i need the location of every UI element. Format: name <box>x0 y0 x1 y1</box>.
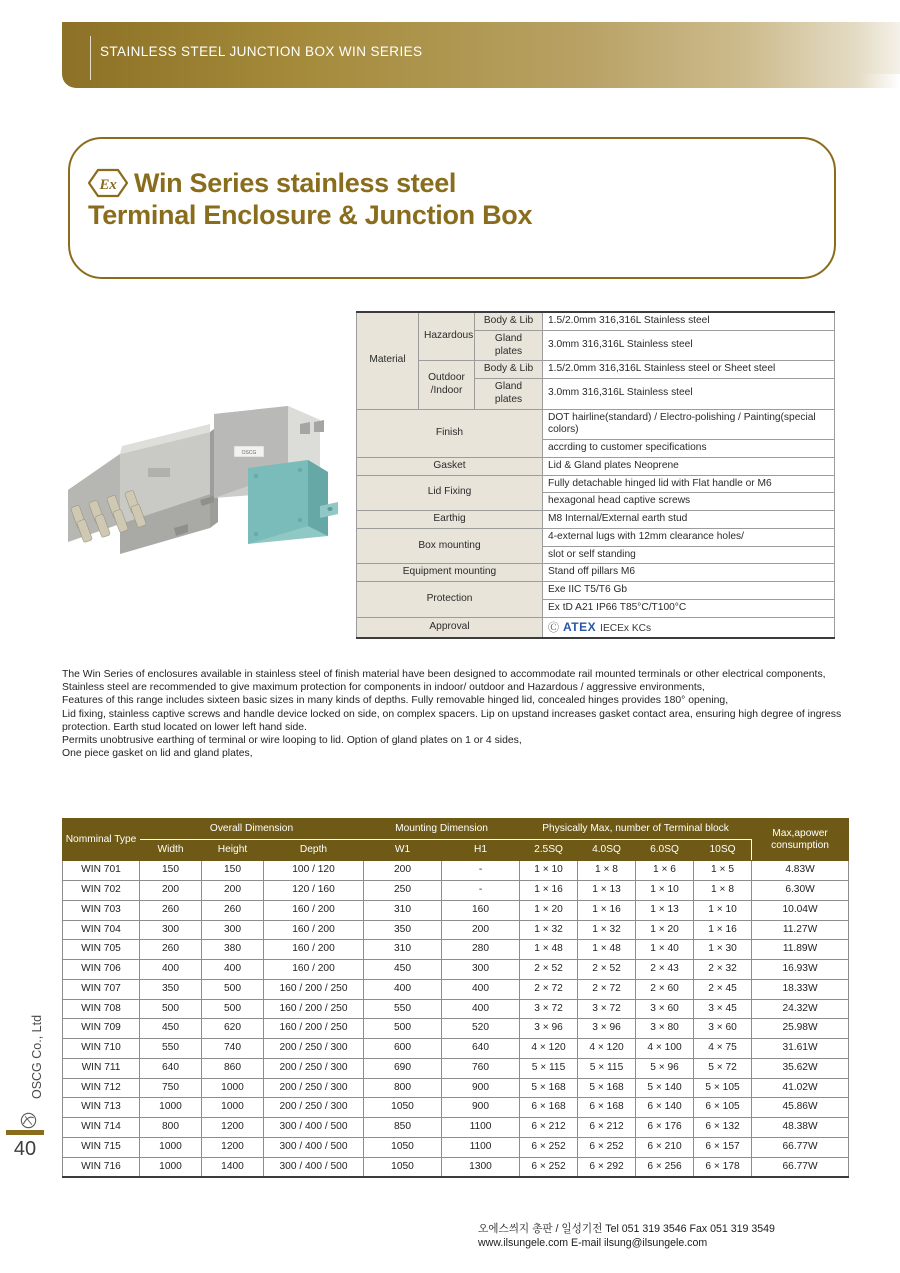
cell-type: WIN 705 <box>63 940 140 960</box>
spec-item-gland-plates-1: Gland plates <box>475 330 543 361</box>
spec-item-body-lib-2: Body & Lib <box>475 361 543 379</box>
cell-depth: 300 / 400 / 500 <box>264 1137 364 1157</box>
description-paragraph-2: Stainless steel are recommended to give maximum protection for components in indoor/ outdoor and Hazardous / aggressive environments, <box>62 682 705 694</box>
title-line-1-row <box>88 168 808 198</box>
cell-depth: 300 / 400 / 500 <box>264 1157 364 1177</box>
cell-type: WIN 709 <box>63 1019 140 1039</box>
cell-40sq: 1 × 48 <box>578 940 636 960</box>
cell-type: WIN 715 <box>63 1137 140 1157</box>
cell-h1: 900 <box>442 1098 520 1118</box>
cell-width: 800 <box>140 1118 202 1138</box>
cell-w1: 550 <box>364 999 442 1019</box>
title-line-2: Terminal Enclosure & Junction Box <box>88 200 533 231</box>
table-row <box>63 1118 849 1138</box>
spec-value-1: 3.0mm 316,316L Stainless steel <box>543 330 835 361</box>
oscg-logo-icon <box>20 1112 37 1129</box>
cell-width: 400 <box>140 960 202 980</box>
cell-25sq: 6 × 168 <box>520 1098 578 1118</box>
table-row <box>63 940 849 960</box>
cell-25sq: 4 × 120 <box>520 1039 578 1059</box>
cell-type: WIN 706 <box>63 960 140 980</box>
cell-height: 740 <box>202 1039 264 1059</box>
cell-w1: 400 <box>364 979 442 999</box>
dimension-table <box>62 818 849 1178</box>
cell-depth: 160 / 200 <box>264 960 364 980</box>
spec-value-earthing: M8 Internal/External earth stud <box>543 511 835 529</box>
cell-depth: 160 / 200 <box>264 900 364 920</box>
subheader-depth: Depth <box>264 840 364 861</box>
description-paragraph-4: Lid fixing, stainless captive screws and handle device locked on side, on complex spacers. Lip on upstand increases gasket contact area, ensuring high degree of ingress protection. Earth stud located on lower left hand side. <box>62 708 842 733</box>
cell-w1: 1050 <box>364 1157 442 1177</box>
cell-25sq: 6 × 252 <box>520 1137 578 1157</box>
spec-value-box-1: 4-external lugs with 12mm clearance holes/ <box>543 528 835 546</box>
cell-height: 300 <box>202 920 264 940</box>
table-row <box>63 900 849 920</box>
footer-contact <box>478 1222 848 1250</box>
cell-type: WIN 707 <box>63 979 140 999</box>
spec-row-approval <box>357 617 835 638</box>
cell-power: 66.77W <box>752 1157 849 1177</box>
table-row <box>63 920 849 940</box>
cell-width: 150 <box>140 861 202 881</box>
cell-h1: 300 <box>442 960 520 980</box>
product-photo <box>62 402 350 580</box>
page-number-bar <box>6 1130 44 1135</box>
cell-depth: 160 / 200 / 250 <box>264 979 364 999</box>
cell-h1: 1100 <box>442 1137 520 1157</box>
cell-power: 25.98W <box>752 1019 849 1039</box>
header-overall-dimension: Overall Dimension <box>140 819 364 840</box>
cell-10sq: 6 × 157 <box>694 1137 752 1157</box>
cell-height: 860 <box>202 1058 264 1078</box>
spec-row-material-haz-body <box>357 312 835 330</box>
cell-40sq: 1 × 16 <box>578 900 636 920</box>
cell-40sq: 5 × 115 <box>578 1058 636 1078</box>
footer-line-2: www.ilsungele.com E-mail ilsung@ilsungele.com <box>478 1237 708 1249</box>
cell-width: 1000 <box>140 1137 202 1157</box>
cell-10sq: 6 × 178 <box>694 1157 752 1177</box>
table-row <box>63 1078 849 1098</box>
cell-power: 10.04W <box>752 900 849 920</box>
cell-w1: 200 <box>364 861 442 881</box>
subheader-w1: W1 <box>364 840 442 861</box>
cell-10sq: 3 × 60 <box>694 1019 752 1039</box>
spec-label-protection: Protection <box>357 582 543 618</box>
table-row <box>63 1137 849 1157</box>
spec-value-lid-1: Fully detachable hinged lid with Flat handle or M6 <box>543 475 835 493</box>
header-divider <box>90 36 91 80</box>
spec-label-gasket: Gasket <box>357 457 543 475</box>
cell-10sq: 1 × 16 <box>694 920 752 940</box>
cell-height: 200 <box>202 881 264 901</box>
cell-depth: 200 / 250 / 300 <box>264 1078 364 1098</box>
cell-10sq: 1 × 30 <box>694 940 752 960</box>
description-block <box>62 668 848 760</box>
cell-power: 31.61W <box>752 1039 849 1059</box>
cell-w1: 450 <box>364 960 442 980</box>
cell-60sq: 1 × 6 <box>636 861 694 881</box>
cell-height: 500 <box>202 979 264 999</box>
specification-table <box>356 311 835 639</box>
spec-value-protection-1: Exe IIC T5/T6 Gb <box>543 582 835 600</box>
spec-value-finish: DOT hairline(standard) / Electro-polishing / Painting(special colors) <box>543 409 835 440</box>
cell-60sq: 5 × 140 <box>636 1078 694 1098</box>
cell-60sq: 3 × 60 <box>636 999 694 1019</box>
spec-label-finish: Finish <box>357 409 543 457</box>
cell-25sq: 6 × 252 <box>520 1157 578 1177</box>
cell-60sq: 6 × 176 <box>636 1118 694 1138</box>
cell-25sq: 2 × 72 <box>520 979 578 999</box>
title-line-1: Win Series stainless steel <box>134 168 457 198</box>
cell-40sq: 2 × 72 <box>578 979 636 999</box>
table-row <box>63 1058 849 1078</box>
cell-depth: 200 / 250 / 300 <box>264 1058 364 1078</box>
cell-power: 6.30W <box>752 881 849 901</box>
cell-width: 350 <box>140 979 202 999</box>
cell-power: 11.89W <box>752 940 849 960</box>
spec-label-lid-fixing: Lid Fixing <box>357 475 543 511</box>
cell-60sq: 2 × 60 <box>636 979 694 999</box>
cell-h1: - <box>442 861 520 881</box>
spec-item-body-lib-1: Body & Lib <box>475 312 543 330</box>
cell-w1: 250 <box>364 881 442 901</box>
cell-40sq: 3 × 96 <box>578 1019 636 1039</box>
cell-h1: 640 <box>442 1039 520 1059</box>
spec-label-material: Material <box>357 312 419 409</box>
cell-power: 4.83W <box>752 861 849 881</box>
cell-height: 1400 <box>202 1157 264 1177</box>
cell-depth: 120 / 160 <box>264 881 364 901</box>
cell-25sq: 2 × 52 <box>520 960 578 980</box>
cell-type: WIN 713 <box>63 1098 140 1118</box>
cell-40sq: 6 × 168 <box>578 1098 636 1118</box>
cell-type: WIN 708 <box>63 999 140 1019</box>
cell-height: 620 <box>202 1019 264 1039</box>
cell-25sq: 3 × 96 <box>520 1019 578 1039</box>
cell-width: 550 <box>140 1039 202 1059</box>
spec-value-gasket: Lid & Gland plates Neoprene <box>543 457 835 475</box>
description-paragraph-3: Features of this range includes sixteen basic sizes in many kinds of depths. Fully removable hinged lid, concealed hinges provides 180° opening, <box>62 695 729 707</box>
cell-width: 200 <box>140 881 202 901</box>
table-row <box>63 1019 849 1039</box>
table-row <box>63 1039 849 1059</box>
spec-row-lid-fixing <box>357 475 835 493</box>
cell-height: 380 <box>202 940 264 960</box>
cell-10sq: 4 × 75 <box>694 1039 752 1059</box>
cell-depth: 100 / 120 <box>264 861 364 881</box>
spec-row-equipment-mounting <box>357 564 835 582</box>
cell-25sq: 1 × 10 <box>520 861 578 881</box>
dimension-table-sub-header-row <box>63 840 849 861</box>
cell-25sq: 3 × 72 <box>520 999 578 1019</box>
cell-w1: 310 <box>364 900 442 920</box>
cell-width: 1000 <box>140 1157 202 1177</box>
spec-value-0: 1.5/2.0mm 316,316L Stainless steel <box>543 312 835 330</box>
spec-row-material-out-body <box>357 361 835 379</box>
cell-height: 400 <box>202 960 264 980</box>
cell-h1: 280 <box>442 940 520 960</box>
cell-power: 24.32W <box>752 999 849 1019</box>
spec-label-earthing: Earthig <box>357 511 543 529</box>
cell-power: 45.86W <box>752 1098 849 1118</box>
spec-sub-hazardous: Hazardous <box>419 312 475 361</box>
cell-power: 66.77W <box>752 1137 849 1157</box>
cell-10sq: 3 × 45 <box>694 999 752 1019</box>
cell-type: WIN 712 <box>63 1078 140 1098</box>
cell-10sq: 5 × 105 <box>694 1078 752 1098</box>
cell-power: 18.33W <box>752 979 849 999</box>
cell-40sq: 6 × 212 <box>578 1118 636 1138</box>
cell-w1: 800 <box>364 1078 442 1098</box>
description-paragraph-1: The Win Series of enclosures available in stainless steel of finish material have been designed to accommodate rail mounted terminals or other electrical components, <box>62 669 826 680</box>
spec-row-box-mounting <box>357 528 835 546</box>
table-row <box>63 1098 849 1118</box>
cell-h1: 400 <box>442 999 520 1019</box>
cell-type: WIN 703 <box>63 900 140 920</box>
cell-type: WIN 702 <box>63 881 140 901</box>
cell-40sq: 4 × 120 <box>578 1039 636 1059</box>
ce-mark-icon: Ⓒ <box>548 621 559 634</box>
cell-40sq: 3 × 72 <box>578 999 636 1019</box>
table-row <box>63 979 849 999</box>
cell-25sq: 6 × 212 <box>520 1118 578 1138</box>
cell-60sq: 2 × 43 <box>636 960 694 980</box>
cell-10sq: 2 × 32 <box>694 960 752 980</box>
cell-type: WIN 701 <box>63 861 140 881</box>
footer-line-1: 오에스씌지 총판 / 일성기전 Tel 051 319 3546 Fax 051 319 3549 <box>478 1223 775 1235</box>
cell-width: 500 <box>140 999 202 1019</box>
description-paragraph-5: Permits unobtrusive earthing of terminal or wire looping to lid. Option of gland plates on 1 or 4 sides, <box>62 735 522 747</box>
subheader-25sq: 2.5SQ <box>520 840 578 861</box>
svg-text:Ex: Ex <box>99 177 117 194</box>
spec-label-equipment-mounting: Equipment mounting <box>357 564 543 582</box>
header-breadcrumb: STAINLESS STEEL JUNCTION BOX WIN SERIES <box>100 44 423 59</box>
cell-w1: 1050 <box>364 1137 442 1157</box>
cell-w1: 350 <box>364 920 442 940</box>
cell-h1: 1300 <box>442 1157 520 1177</box>
subheader-10sq: 10SQ <box>694 840 752 861</box>
cell-height: 1200 <box>202 1137 264 1157</box>
cell-type: WIN 716 <box>63 1157 140 1177</box>
cell-25sq: 5 × 168 <box>520 1078 578 1098</box>
cell-40sq: 1 × 13 <box>578 881 636 901</box>
cell-w1: 600 <box>364 1039 442 1059</box>
cell-depth: 200 / 250 / 300 <box>264 1098 364 1118</box>
cell-w1: 850 <box>364 1118 442 1138</box>
cell-10sq: 1 × 10 <box>694 900 752 920</box>
spec-value-finish-2: accrding to customer specifications <box>543 440 835 458</box>
cell-type: WIN 704 <box>63 920 140 940</box>
table-row <box>63 999 849 1019</box>
cell-h1: 520 <box>442 1019 520 1039</box>
cell-depth: 160 / 200 <box>264 920 364 940</box>
page-number: 40 <box>13 1138 37 1160</box>
header-power-consumption: Max,apower consumption <box>752 819 849 861</box>
company-name-vertical: OSCG Co., Ltd <box>30 1014 44 1100</box>
cell-h1: 400 <box>442 979 520 999</box>
cell-width: 260 <box>140 940 202 960</box>
cell-60sq: 6 × 210 <box>636 1137 694 1157</box>
cell-height: 1000 <box>202 1098 264 1118</box>
cell-h1: 760 <box>442 1058 520 1078</box>
cell-60sq: 3 × 80 <box>636 1019 694 1039</box>
cell-width: 260 <box>140 900 202 920</box>
cell-w1: 1050 <box>364 1098 442 1118</box>
approval-rest: IECEx KCs <box>600 622 652 634</box>
cell-10sq: 1 × 5 <box>694 861 752 881</box>
svg-text:OSCG: OSCG <box>241 450 257 456</box>
title-content <box>88 168 808 230</box>
spec-sub-outdoor-indoor: Outdoor /Indoor <box>419 361 475 409</box>
cell-25sq: 1 × 16 <box>520 881 578 901</box>
cell-height: 260 <box>202 900 264 920</box>
cell-60sq: 1 × 10 <box>636 881 694 901</box>
spec-value-3: 3.0mm 316,316L Stainless steel <box>543 379 835 410</box>
spec-value-approval <box>543 617 835 638</box>
cell-depth: 200 / 250 / 300 <box>264 1039 364 1059</box>
spec-item-gland-plates-2: Gland plates <box>475 379 543 410</box>
table-row <box>63 861 849 881</box>
cell-25sq: 1 × 32 <box>520 920 578 940</box>
cell-power: 35.62W <box>752 1058 849 1078</box>
cell-60sq: 5 × 96 <box>636 1058 694 1078</box>
cell-width: 450 <box>140 1019 202 1039</box>
cell-60sq: 6 × 140 <box>636 1098 694 1118</box>
cell-type: WIN 710 <box>63 1039 140 1059</box>
dimension-table-group-header-row <box>63 819 849 840</box>
cell-depth: 300 / 400 / 500 <box>264 1118 364 1138</box>
cell-h1: 1100 <box>442 1118 520 1138</box>
cell-h1: 200 <box>442 920 520 940</box>
atex-mark: ATEX <box>563 619 597 634</box>
cell-10sq: 6 × 105 <box>694 1098 752 1118</box>
cell-25sq: 5 × 115 <box>520 1058 578 1078</box>
header-terminal-block: Physically Max, number of Terminal block <box>520 819 752 840</box>
cell-10sq: 2 × 45 <box>694 979 752 999</box>
cell-w1: 690 <box>364 1058 442 1078</box>
spec-row-gasket <box>357 457 835 475</box>
cell-height: 1200 <box>202 1118 264 1138</box>
header-mounting-dimension: Mounting Dimension <box>364 819 520 840</box>
teal-painted-box <box>248 460 338 544</box>
subheader-height: Height <box>202 840 264 861</box>
cell-25sq: 1 × 20 <box>520 900 578 920</box>
spec-value-protection-2: Ex tD A21 IP66 T85°C/T100°C <box>543 599 835 617</box>
cell-40sq: 1 × 8 <box>578 861 636 881</box>
cell-40sq: 2 × 52 <box>578 960 636 980</box>
table-row <box>63 1157 849 1177</box>
cell-60sq: 1 × 40 <box>636 940 694 960</box>
cell-height: 150 <box>202 861 264 881</box>
header-nominal-type: Nomminal Type <box>63 819 140 861</box>
spec-row-earthing <box>357 511 835 529</box>
subheader-h1: H1 <box>442 840 520 861</box>
cell-height: 500 <box>202 999 264 1019</box>
spec-value-box-2: slot or self standing <box>543 546 835 564</box>
spec-label-box-mounting: Box mounting <box>357 528 543 564</box>
subheader-60sq: 6.0SQ <box>636 840 694 861</box>
cell-40sq: 5 × 168 <box>578 1078 636 1098</box>
cell-h1: 160 <box>442 900 520 920</box>
spec-value-lid-2: hexagonal head captive screws <box>543 493 835 511</box>
cell-height: 1000 <box>202 1078 264 1098</box>
cell-60sq: 1 × 13 <box>636 900 694 920</box>
cell-60sq: 1 × 20 <box>636 920 694 940</box>
cell-10sq: 5 × 72 <box>694 1058 752 1078</box>
cell-25sq: 1 × 48 <box>520 940 578 960</box>
cell-40sq: 1 × 32 <box>578 920 636 940</box>
cell-width: 750 <box>140 1078 202 1098</box>
subheader-40sq: 4.0SQ <box>578 840 636 861</box>
cell-10sq: 1 × 8 <box>694 881 752 901</box>
table-row <box>63 960 849 980</box>
cell-40sq: 6 × 252 <box>578 1137 636 1157</box>
cell-power: 41.02W <box>752 1078 849 1098</box>
spec-row-finish <box>357 409 835 440</box>
subheader-width: Width <box>140 840 202 861</box>
spec-label-approval: Approval <box>357 617 543 638</box>
cell-width: 1000 <box>140 1098 202 1118</box>
cell-power: 11.27W <box>752 920 849 940</box>
cell-w1: 500 <box>364 1019 442 1039</box>
cell-h1: - <box>442 881 520 901</box>
cell-type: WIN 714 <box>63 1118 140 1138</box>
cell-width: 300 <box>140 920 202 940</box>
cell-10sq: 6 × 132 <box>694 1118 752 1138</box>
cell-width: 640 <box>140 1058 202 1078</box>
cell-40sq: 6 × 292 <box>578 1157 636 1177</box>
table-row <box>63 881 849 901</box>
dimension-table-body <box>63 861 849 1178</box>
ex-hexagon-icon <box>88 168 128 198</box>
cell-depth: 160 / 200 / 250 <box>264 1019 364 1039</box>
cell-60sq: 4 × 100 <box>636 1039 694 1059</box>
cell-h1: 900 <box>442 1078 520 1098</box>
spec-value-2: 1.5/2.0mm 316,316L Stainless steel or Sheet steel <box>543 361 835 379</box>
cell-depth: 160 / 200 / 250 <box>264 999 364 1019</box>
description-paragraph-6: One piece gasket on lid and gland plates, <box>62 748 253 760</box>
cell-power: 16.93W <box>752 960 849 980</box>
cell-w1: 310 <box>364 940 442 960</box>
spec-row-protection <box>357 582 835 600</box>
cell-depth: 160 / 200 <box>264 940 364 960</box>
cell-power: 48.38W <box>752 1118 849 1138</box>
cell-type: WIN 711 <box>63 1058 140 1078</box>
spec-value-equipment: Stand off pillars M6 <box>543 564 835 582</box>
cell-60sq: 6 × 256 <box>636 1157 694 1177</box>
